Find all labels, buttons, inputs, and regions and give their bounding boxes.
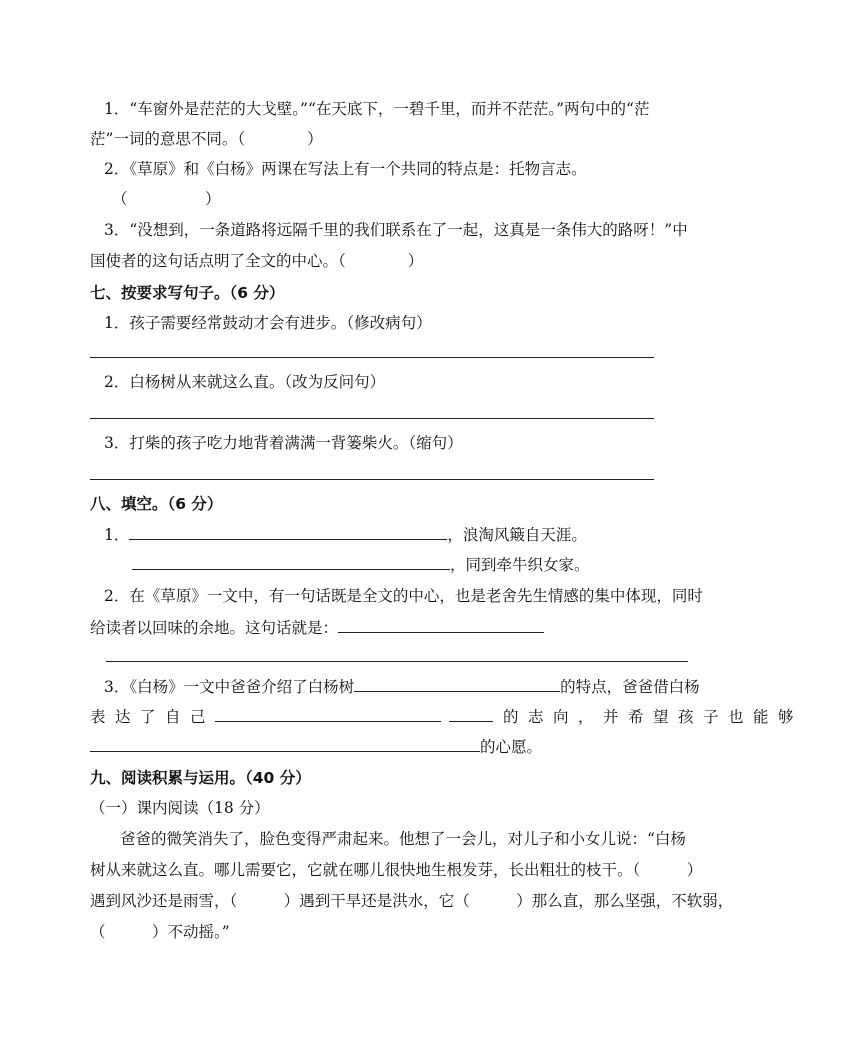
section-7-q3: 3．打柴的孩子吃力地背着满满一背篓柴火。（缩句） [104,434,463,452]
judge-q1-line1: 1．“车窗外是茫茫的大戈壁。”“在天底下，一碧千里，而并不茫茫。”两句中的“茫 [104,100,650,118]
section-8-q3-line2 [90,705,803,728]
q1-number: 1． [104,526,130,544]
center-sentence-blank-2[interactable] [106,661,688,662]
section-7-q1: 1．孩子需要经常鼓动才会有进步。（修改病句） [104,314,432,332]
q3-line1-prefix: 3．《白杨》一文中爸爸介绍了白杨树 [104,678,355,696]
answer-line-7-1[interactable] [90,357,654,358]
section-8-q1b [132,553,590,576]
aspiration-blank-2[interactable] [449,705,493,722]
answer-line-7-2[interactable] [90,418,654,419]
answer-line-7-3[interactable] [90,479,654,480]
center-sentence-blank[interactable] [338,616,544,633]
poem-blank-1[interactable] [129,523,447,540]
poem-line-1-suffix: ，浪淘风簸自天涯。 [447,526,587,544]
section-8-q1a [104,523,587,546]
passage-line-4: （ ）不动摇。” [90,923,230,941]
judge-q1-line2: 茫”一词的意思不同。（ ） [90,130,323,148]
section-8-q3-line1 [104,675,700,698]
section-8-q2-line1: 2．在《草原》一文中，有一句话既是全文的中心，也是老舍先生情感的集中体现，同时 [104,587,703,605]
poplar-trait-blank[interactable] [354,675,560,692]
passage-line-1: 爸爸的微笑消失了，脸色变得严肃起来。他想了一会儿，对儿子和小女儿说：“白杨 [120,830,686,848]
section-8-q2-line2 [90,616,544,639]
judge-q3-line2: 国使者的这句话点明了全文的中心。（ ） [90,252,424,270]
wish-blank[interactable] [90,735,480,752]
poem-blank-2[interactable] [132,553,450,570]
q3-line2-suffix: 的志向，并希望孩子也能够 [503,708,804,726]
section-7-q2: 2．白杨树从来就这么直。（改为反问句） [104,373,386,391]
passage-line-2: 树从来就这么直。哪儿需要它，它就在哪儿很快地生根发芽，长出粗壮的枝干。（ ） [90,861,703,879]
judge-q2-line1: 2．《草原》和《白杨》两课在写法上有一个共同的特点是：托物言志。 [104,160,587,178]
poem-line-2-suffix: ，同到牵牛织女家。 [450,556,590,574]
q3-line3-suffix: 的心愿。 [480,738,543,756]
q3-line2-prefix: 表达了自己 [90,708,216,726]
section-8-title: 八、填空。（6 分） [90,495,223,513]
q2-line2-text: 给读者以回味的余地。这句话就是： [90,619,339,637]
section-9-title: 九、阅读积累与运用。（40 分） [90,769,311,787]
aspiration-blank[interactable] [215,705,441,722]
section-7-title: 七、按要求写句子。（6 分） [90,284,285,302]
passage-line-3: 遇到风沙还是雨雪，（ ）遇到干旱还是洪水，它（ ）那么直，那么坚强，不软弱， [90,892,734,910]
section-8-q3-line3 [90,735,542,758]
judge-q3-line1: 3．“没想到，一条道路将远隔千里的我们联系在了一起，这真是一条伟大的路呀！”中 [104,221,688,239]
q3-line1-suffix: 的特点，爸爸借白杨 [560,678,700,696]
section-9-subtitle: （一）课内阅读（18 分） [90,799,270,817]
judge-q2-answer[interactable]: （ ） [112,190,221,208]
